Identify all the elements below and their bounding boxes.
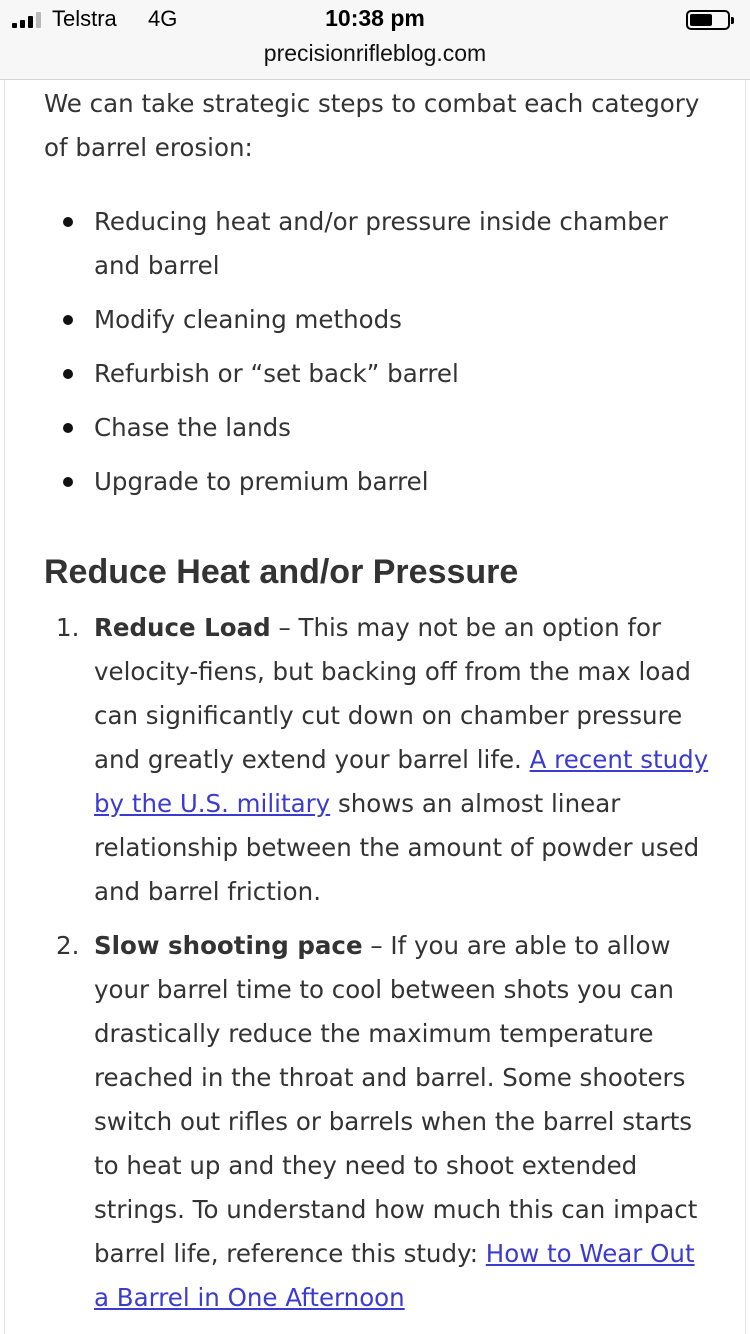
step-text: shows an almost linear relationship between the amount of powder used and barrel friction. [94, 789, 700, 906]
step-number: 2. [56, 931, 80, 960]
intro-paragraph: We can take strategic steps to combat each category of barrel erosion: [44, 89, 700, 162]
step-item-slow-shooting-pace [44, 924, 714, 1320]
page-border [4, 80, 5, 1334]
step-title: Reduce Load [94, 613, 271, 642]
address-bar-url[interactable]: precisionrifleblog.com [263, 40, 487, 66]
bullet-icon [63, 477, 73, 487]
bullet-icon [63, 369, 73, 379]
step-text: – This may not be an option for velocity-fiens, but backing off from the max load can significantly cut down on chamber pressure and greatly extend your barrel life. [94, 613, 691, 774]
step-title: Slow shooting pace [94, 931, 363, 960]
page-border [745, 80, 746, 1334]
list-item: Refurbish or “set back” barrel [44, 352, 714, 396]
list-item: Chase the lands [44, 406, 714, 450]
network-type: 4G [148, 6, 178, 31]
battery-icon [686, 10, 730, 30]
step-item-reduce-load [44, 606, 714, 914]
step-text: – If you are able to allow your barrel time to cool between shots you can drastically reduce the maximum temperature reached in the throat and barrel. Some shooters switch out rifles or barrels when the barrel starts to heat up and they need to shoot extended strings. To understand how much this can impact barrel life, reference this study: [94, 931, 698, 1268]
article-content [44, 82, 714, 1330]
status-bar [0, 0, 750, 80]
list-item: Modify cleaning methods [44, 298, 714, 342]
status-time: 10:38 pm [325, 5, 425, 31]
section-heading: Reduce Heat and/or Pressure [44, 553, 519, 591]
wear-out-barrel-link[interactable]: How to Wear Out a Barrel in One Afternoon [94, 1239, 695, 1312]
heat-pressure-steps [44, 606, 714, 1320]
bullet-icon [63, 423, 73, 433]
bullet-icon [63, 217, 73, 227]
list-item: Upgrade to premium barrel [44, 460, 714, 504]
list-item: Reducing heat and/or pressure inside chamber and barrel [44, 200, 714, 288]
erosion-strategies-list [44, 200, 714, 504]
carrier-name: Telstra [52, 6, 117, 31]
step-number: 1. [56, 613, 80, 642]
military-study-link[interactable]: A recent study by the U.S. military [94, 745, 709, 818]
bullet-icon [63, 315, 73, 325]
